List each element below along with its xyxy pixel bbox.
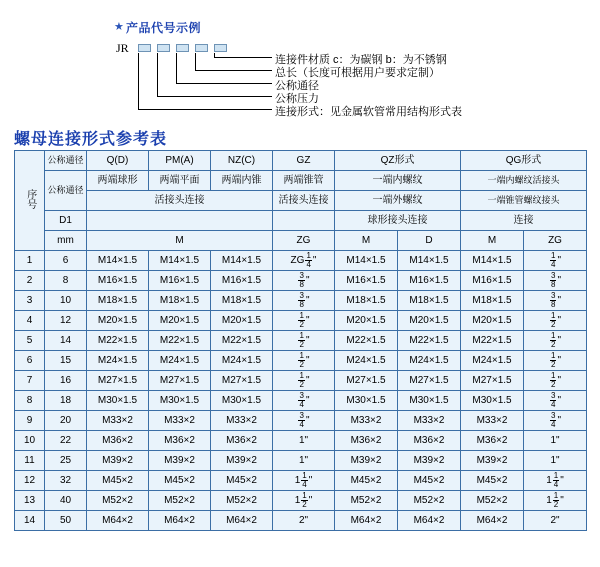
table-row bbox=[15, 411, 587, 431]
leader-line-v3 bbox=[176, 53, 177, 83]
cell-qz-d: M24×1.5 bbox=[398, 351, 461, 371]
cell-seq: 12 bbox=[15, 471, 45, 491]
cell-qg-zg: $\frac{3}{4}$ " bbox=[524, 391, 587, 411]
header-col-pm-code: PM(A) bbox=[149, 151, 211, 171]
cell-gz: 2" bbox=[273, 511, 335, 531]
leader-line-h2 bbox=[157, 96, 272, 97]
header-qz-unit-d: D bbox=[398, 231, 461, 251]
header-blank-1 bbox=[87, 211, 273, 231]
code-dash-4 bbox=[195, 44, 208, 52]
legend-nominal-pressure: 公称压力 bbox=[275, 93, 319, 105]
cell-nz: M33×2 bbox=[211, 411, 273, 431]
table-row bbox=[15, 471, 587, 491]
table-header-row-3 bbox=[15, 191, 587, 211]
cell-seq: 2 bbox=[15, 271, 45, 291]
cell-dn: 6 bbox=[45, 251, 87, 271]
leader-line-v2 bbox=[157, 53, 158, 96]
cell-qg-m: M45×2 bbox=[461, 471, 524, 491]
cell-dn: 10 bbox=[45, 291, 87, 311]
code-dash-2 bbox=[157, 44, 170, 52]
cell-pm: M20×1.5 bbox=[149, 311, 211, 331]
leader-line-v4 bbox=[195, 53, 196, 70]
table-row bbox=[15, 311, 587, 331]
cell-qz-m: M22×1.5 bbox=[335, 331, 398, 351]
cell-qg-m: M52×2 bbox=[461, 491, 524, 511]
header-seq-label: 序号 bbox=[24, 189, 36, 209]
cell-pm: M18×1.5 bbox=[149, 291, 211, 311]
cell-qd: M45×2 bbox=[87, 471, 149, 491]
code-example-title: 产品代号示例 bbox=[126, 21, 202, 35]
cell-dn: 18 bbox=[45, 391, 87, 411]
table-row bbox=[15, 391, 587, 411]
header-col-qd-code: Q(D) bbox=[87, 151, 149, 171]
table-row bbox=[15, 331, 587, 351]
cell-gz: 1 $\frac{1}{2}$ " bbox=[273, 491, 335, 511]
cell-qz-d: M36×2 bbox=[398, 431, 461, 451]
table-body bbox=[15, 251, 587, 531]
cell-gz: $\frac{1}{2}$ " bbox=[273, 351, 335, 371]
cell-dn: 12 bbox=[45, 311, 87, 331]
table-row bbox=[15, 371, 587, 391]
cell-qz-m: M18×1.5 bbox=[335, 291, 398, 311]
cell-qz-d: M45×2 bbox=[398, 471, 461, 491]
cell-qz-m: M14×1.5 bbox=[335, 251, 398, 271]
cell-qg-m: M20×1.5 bbox=[461, 311, 524, 331]
legend-connection-form: 连接形式：见金属软管常用结构形式表 bbox=[275, 106, 462, 118]
cell-pm: M30×1.5 bbox=[149, 391, 211, 411]
cell-qz-m: M27×1.5 bbox=[335, 371, 398, 391]
header-gz-type: 两端锥管 bbox=[273, 171, 335, 191]
cell-gz: 1 $\frac{1}{4}$ " bbox=[273, 471, 335, 491]
table-row bbox=[15, 351, 587, 371]
page-title: 螺母连接形式参考表 bbox=[14, 131, 168, 148]
cell-gz: $\frac{3}{4}$ " bbox=[273, 411, 335, 431]
cell-qd: M30×1.5 bbox=[87, 391, 149, 411]
cell-qd: M33×2 bbox=[87, 411, 149, 431]
table-row bbox=[15, 451, 587, 471]
table-header-row-1 bbox=[15, 151, 587, 171]
cell-nz: M52×2 bbox=[211, 491, 273, 511]
cell-qg-m: M27×1.5 bbox=[461, 371, 524, 391]
cell-qg-zg: $\frac{1}{2}$ " bbox=[524, 331, 587, 351]
cell-seq: 5 bbox=[15, 331, 45, 351]
header-qz-conn2: 一端外螺纹 bbox=[335, 191, 461, 211]
header-gz-conn: 活接头连接 bbox=[273, 191, 335, 211]
table-row bbox=[15, 491, 587, 511]
cell-qg-m: M39×2 bbox=[461, 451, 524, 471]
cell-pm: M24×1.5 bbox=[149, 351, 211, 371]
cell-qg-m: M24×1.5 bbox=[461, 351, 524, 371]
cell-nz: M24×1.5 bbox=[211, 351, 273, 371]
header-dn-sub: 公称通径 bbox=[45, 171, 87, 211]
cell-nz: M16×1.5 bbox=[211, 271, 273, 291]
table-row bbox=[15, 431, 587, 451]
cell-qz-d: M39×2 bbox=[398, 451, 461, 471]
cell-qz-d: M18×1.5 bbox=[398, 291, 461, 311]
cell-seq: 13 bbox=[15, 491, 45, 511]
cell-qz-m: M30×1.5 bbox=[335, 391, 398, 411]
cell-seq: 10 bbox=[15, 431, 45, 451]
table-row bbox=[15, 511, 587, 531]
cell-nz: M36×2 bbox=[211, 431, 273, 451]
header-qz-type: 一端内螺纹 bbox=[335, 171, 461, 191]
cell-qg-m: M64×2 bbox=[461, 511, 524, 531]
cell-pm: M14×1.5 bbox=[149, 251, 211, 271]
cell-qg-zg: 1" bbox=[524, 431, 587, 451]
header-qg-unit-m: M bbox=[461, 231, 524, 251]
cell-qz-m: M64×2 bbox=[335, 511, 398, 531]
leader-line-h5 bbox=[214, 57, 272, 58]
cell-qg-zg: $\frac{3}{4}$ " bbox=[524, 411, 587, 431]
cell-qz-m: M52×2 bbox=[335, 491, 398, 511]
table-row bbox=[15, 271, 587, 291]
cell-qd: M64×2 bbox=[87, 511, 149, 531]
cell-pm: M64×2 bbox=[149, 511, 211, 531]
header-qg-type: 一端内螺纹活接头 bbox=[461, 171, 587, 191]
cell-qg-zg: 1" bbox=[524, 451, 587, 471]
cell-seq: 1 bbox=[15, 251, 45, 271]
cell-pm: M45×2 bbox=[149, 471, 211, 491]
cell-gz: 1" bbox=[273, 451, 335, 471]
cell-qg-zg: $\frac{1}{2}$ " bbox=[524, 371, 587, 391]
legend-material: 连接件材质 c：为碳钢 b：为不锈钢 bbox=[275, 54, 447, 66]
legend-total-length: 总长（长度可根据用户要求定制） bbox=[275, 67, 440, 79]
table-header-row-4 bbox=[15, 211, 587, 231]
cell-gz: ZG $\frac{1}{4}$ " bbox=[273, 251, 335, 271]
cell-seq: 6 bbox=[15, 351, 45, 371]
cell-qz-m: M33×2 bbox=[335, 411, 398, 431]
cell-nz: M64×2 bbox=[211, 511, 273, 531]
header-col-qg-code: QG形式 bbox=[461, 151, 587, 171]
cell-qd: M22×1.5 bbox=[87, 331, 149, 351]
cell-nz: M22×1.5 bbox=[211, 331, 273, 351]
header-col-nz-code: NZ(C) bbox=[211, 151, 273, 171]
cell-gz: $\frac{1}{2}$ " bbox=[273, 371, 335, 391]
cell-qg-zg: 1 $\frac{1}{2}$ " bbox=[524, 491, 587, 511]
cell-nz: M39×2 bbox=[211, 451, 273, 471]
cell-seq: 8 bbox=[15, 391, 45, 411]
cell-qz-d: M27×1.5 bbox=[398, 371, 461, 391]
header-qz-unit-m: M bbox=[335, 231, 398, 251]
cell-qz-m: M16×1.5 bbox=[335, 271, 398, 291]
cell-dn: 16 bbox=[45, 371, 87, 391]
cell-qz-d: M14×1.5 bbox=[398, 251, 461, 271]
cell-qz-d: M22×1.5 bbox=[398, 331, 461, 351]
legend-nominal-bore: 公称通径 bbox=[275, 80, 319, 92]
cell-qd: M39×2 bbox=[87, 451, 149, 471]
header-col-qz-code: QZ形式 bbox=[335, 151, 461, 171]
header-dn-label: 公称通径 bbox=[45, 151, 87, 171]
cell-pm: M22×1.5 bbox=[149, 331, 211, 351]
cell-qg-zg: $\frac{3}{8}$ " bbox=[524, 291, 587, 311]
cell-seq: 9 bbox=[15, 411, 45, 431]
cell-qz-d: M16×1.5 bbox=[398, 271, 461, 291]
cell-seq: 11 bbox=[15, 451, 45, 471]
header-qd-type: 两端球形 bbox=[87, 171, 149, 191]
cell-dn: 8 bbox=[45, 271, 87, 291]
header-blank-2 bbox=[273, 211, 335, 231]
table-row bbox=[15, 291, 587, 311]
product-code-example bbox=[0, 0, 600, 120]
cell-pm: M33×2 bbox=[149, 411, 211, 431]
cell-dn: 20 bbox=[45, 411, 87, 431]
cell-pm: M39×2 bbox=[149, 451, 211, 471]
header-qg-unit-zg: ZG bbox=[524, 231, 587, 251]
cell-seq: 14 bbox=[15, 511, 45, 531]
table-row bbox=[15, 251, 587, 271]
cell-qg-m: M16×1.5 bbox=[461, 271, 524, 291]
cell-dn: 32 bbox=[45, 471, 87, 491]
cell-qz-m: M24×1.5 bbox=[335, 351, 398, 371]
header-pm-type: 两端平面 bbox=[149, 171, 211, 191]
star-icon: ★ bbox=[114, 21, 124, 33]
leader-line-h1 bbox=[138, 109, 272, 110]
cell-qd: M52×2 bbox=[87, 491, 149, 511]
cell-qg-zg: $\frac{1}{2}$ " bbox=[524, 351, 587, 371]
cell-dn: 25 bbox=[45, 451, 87, 471]
header-mm: mm bbox=[45, 231, 87, 251]
cell-nz: M45×2 bbox=[211, 471, 273, 491]
cell-dn: 40 bbox=[45, 491, 87, 511]
table-header-row-5 bbox=[15, 231, 587, 251]
cell-seq: 4 bbox=[15, 311, 45, 331]
cell-gz: $\frac{1}{2}$ " bbox=[273, 311, 335, 331]
cell-qg-m: M33×2 bbox=[461, 411, 524, 431]
code-dash-3 bbox=[176, 44, 189, 52]
cell-pm: M16×1.5 bbox=[149, 271, 211, 291]
cell-qz-m: M36×2 bbox=[335, 431, 398, 451]
cell-gz: $\frac{1}{2}$ " bbox=[273, 331, 335, 351]
cell-nz: M30×1.5 bbox=[211, 391, 273, 411]
cell-qg-zg: $\frac{1}{4}$ " bbox=[524, 251, 587, 271]
header-unit-zg: ZG bbox=[273, 231, 335, 251]
nut-connection-table bbox=[14, 150, 587, 531]
cell-gz: 1" bbox=[273, 431, 335, 451]
cell-qg-m: M30×1.5 bbox=[461, 391, 524, 411]
leader-line-h3 bbox=[176, 83, 272, 84]
header-nz-type: 两端内锥 bbox=[211, 171, 273, 191]
cell-qg-zg: 1 $\frac{1}{4}$ " bbox=[524, 471, 587, 491]
cell-qz-d: M64×2 bbox=[398, 511, 461, 531]
cell-qg-m: M14×1.5 bbox=[461, 251, 524, 271]
cell-dn: 14 bbox=[45, 331, 87, 351]
cell-qz-m: M39×2 bbox=[335, 451, 398, 471]
cell-qz-d: M52×2 bbox=[398, 491, 461, 511]
cell-qg-m: M36×2 bbox=[461, 431, 524, 451]
cell-pm: M52×2 bbox=[149, 491, 211, 511]
leader-line-h4 bbox=[195, 70, 272, 71]
header-unit-m: M bbox=[87, 231, 273, 251]
code-dash-5 bbox=[214, 44, 227, 52]
cell-qg-zg: $\frac{1}{2}$ " bbox=[524, 311, 587, 331]
cell-qd: M18×1.5 bbox=[87, 291, 149, 311]
cell-qd: M36×2 bbox=[87, 431, 149, 451]
cell-qg-zg: 2" bbox=[524, 511, 587, 531]
cell-dn: 15 bbox=[45, 351, 87, 371]
cell-qd: M14×1.5 bbox=[87, 251, 149, 271]
table-header-row-2 bbox=[15, 171, 587, 191]
cell-nz: M14×1.5 bbox=[211, 251, 273, 271]
header-qg-conn2: 一端锥管螺纹接头 bbox=[461, 191, 587, 211]
cell-gz: $\frac{3}{4}$ " bbox=[273, 391, 335, 411]
cell-qd: M16×1.5 bbox=[87, 271, 149, 291]
cell-nz: M27×1.5 bbox=[211, 371, 273, 391]
cell-gz: $\frac{3}{8}$ " bbox=[273, 271, 335, 291]
code-dash-group bbox=[138, 44, 227, 52]
cell-qz-m: M20×1.5 bbox=[335, 311, 398, 331]
cell-seq: 7 bbox=[15, 371, 45, 391]
cell-qd: M20×1.5 bbox=[87, 311, 149, 331]
leader-line-v1 bbox=[138, 53, 139, 109]
header-d1: D1 bbox=[45, 211, 87, 231]
cell-qg-zg: $\frac{3}{8}$ " bbox=[524, 271, 587, 291]
header-qd-conn: 活接头连接 bbox=[87, 191, 273, 211]
cell-nz: M18×1.5 bbox=[211, 291, 273, 311]
header-seq bbox=[15, 151, 45, 251]
cell-qz-d: M33×2 bbox=[398, 411, 461, 431]
cell-pm: M36×2 bbox=[149, 431, 211, 451]
cell-qz-d: M30×1.5 bbox=[398, 391, 461, 411]
cell-gz: $\frac{3}{8}$ " bbox=[273, 291, 335, 311]
jr-prefix-label: JR bbox=[116, 41, 129, 55]
cell-pm: M27×1.5 bbox=[149, 371, 211, 391]
cell-dn: 50 bbox=[45, 511, 87, 531]
cell-qz-m: M45×2 bbox=[335, 471, 398, 491]
code-dash-1 bbox=[138, 44, 151, 52]
header-col-gz-code: GZ bbox=[273, 151, 335, 171]
cell-dn: 22 bbox=[45, 431, 87, 451]
header-qg-conn: 连接 bbox=[461, 211, 587, 231]
cell-nz: M20×1.5 bbox=[211, 311, 273, 331]
cell-qd: M27×1.5 bbox=[87, 371, 149, 391]
cell-qg-m: M22×1.5 bbox=[461, 331, 524, 351]
cell-seq: 3 bbox=[15, 291, 45, 311]
cell-qd: M24×1.5 bbox=[87, 351, 149, 371]
cell-qg-m: M18×1.5 bbox=[461, 291, 524, 311]
header-qz-conn: 球形接头连接 bbox=[335, 211, 461, 231]
cell-qz-d: M20×1.5 bbox=[398, 311, 461, 331]
